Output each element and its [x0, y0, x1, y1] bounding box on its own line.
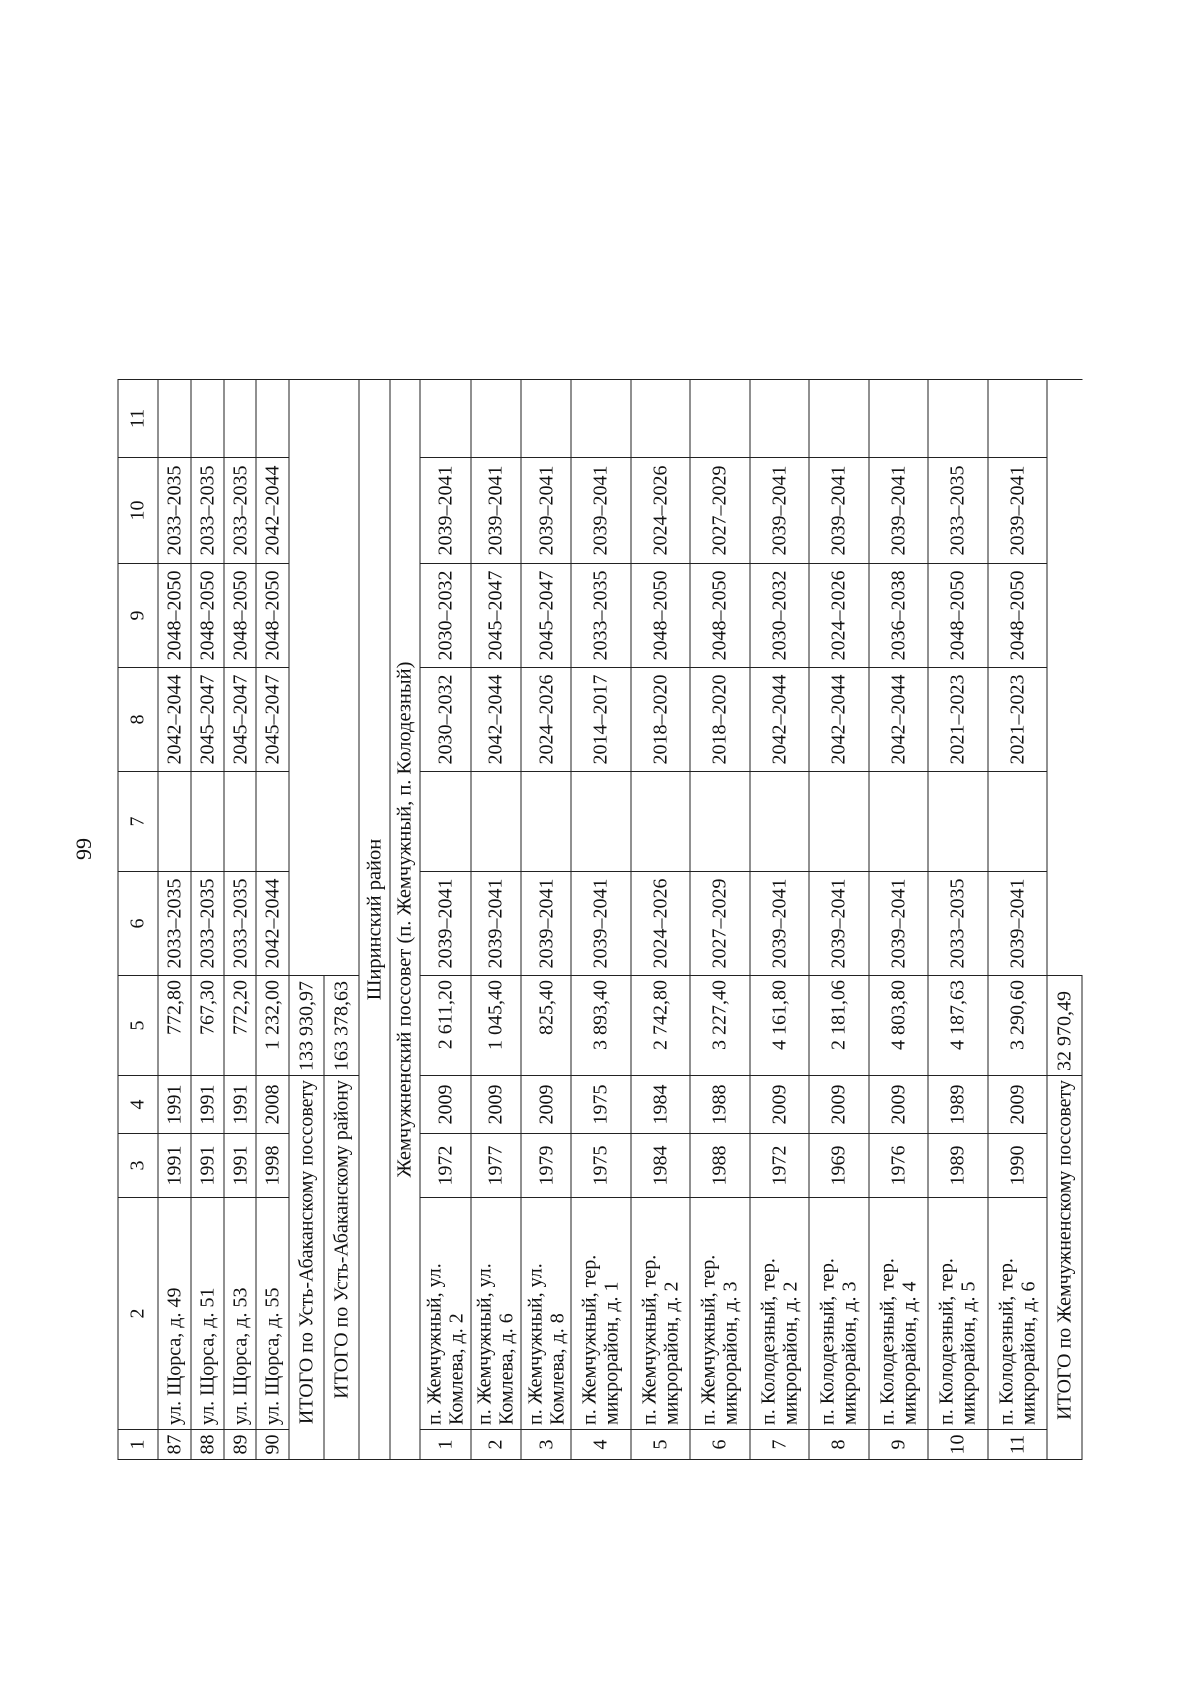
cell-col5: 3 227,40 — [690, 976, 749, 1076]
cell-col7 — [928, 772, 987, 872]
cell-col7 — [224, 772, 257, 872]
cell-col3: 1990 — [988, 1134, 1047, 1198]
cell-col6: 2033–2035 — [224, 872, 257, 976]
cell-col7 — [750, 772, 809, 872]
cell-col9: 2033–2035 — [571, 564, 630, 668]
cell-col5: 2 181,06 — [809, 976, 868, 1076]
cell-col8: 2042–2044 — [158, 668, 191, 772]
cell-col7 — [256, 772, 289, 872]
cell-number: 87 — [158, 1430, 191, 1460]
cell-col10: 2033–2035 — [191, 458, 224, 564]
cell-col4: 2009 — [750, 1076, 809, 1134]
section-row-title: Ширинский район — [359, 380, 390, 1460]
cell-number: 88 — [191, 1430, 224, 1460]
cell-col4: 1988 — [690, 1076, 749, 1134]
housing-table — [118, 379, 1083, 1460]
table-row — [420, 380, 470, 1460]
cell-address: п. Жемчужный, тер. микрорайон, д. 2 — [631, 1198, 690, 1430]
cell-col10: 2024–2026 — [631, 458, 690, 564]
cell-col9: 2048–2050 — [256, 564, 289, 668]
cell-col9: 2048–2050 — [631, 564, 690, 668]
cell-col8: 2024–2026 — [521, 668, 571, 772]
cell-col11 — [420, 380, 470, 458]
cell-col7 — [420, 772, 470, 872]
cell-col6: 2039–2041 — [750, 872, 809, 976]
cell-col8: 2042–2044 — [869, 668, 928, 772]
cell-col9: 2024–2026 — [809, 564, 868, 668]
cell-col9: 2048–2050 — [928, 564, 987, 668]
cell-col4: 2009 — [420, 1076, 470, 1134]
cell-col10: 2033–2035 — [928, 458, 987, 564]
total-row-zhem — [1047, 380, 1082, 1460]
section-row — [359, 380, 390, 1460]
total-row-ust-rayon — [324, 380, 359, 1460]
cell-col3: 1988 — [690, 1134, 749, 1198]
cell-col7 — [158, 772, 191, 872]
cell-number: 2 — [471, 1430, 521, 1460]
cell-col4: 1975 — [571, 1076, 630, 1134]
cell-col9: 2036–2038 — [869, 564, 928, 668]
cell-col7 — [809, 772, 868, 872]
cell-col5: 4 187,63 — [928, 976, 987, 1076]
header-cell: 10 — [118, 458, 158, 564]
empty-cell — [324, 380, 359, 976]
cell-col3: 1979 — [521, 1134, 571, 1198]
cell-col11 — [571, 380, 630, 458]
cell-col11 — [869, 380, 928, 458]
cell-col7 — [521, 772, 571, 872]
cell-address: ул. Щорса, д. 53 — [224, 1198, 257, 1430]
cell-col6: 2039–2041 — [521, 872, 571, 976]
page-number: 99 — [71, 838, 96, 860]
header-cell: 1 — [118, 1430, 158, 1460]
cell-col3: 1977 — [471, 1134, 521, 1198]
cell-col11 — [521, 380, 571, 458]
cell-col9: 2030–2032 — [750, 564, 809, 668]
cell-col6: 2039–2041 — [420, 872, 470, 976]
cell-col11 — [471, 380, 521, 458]
header-cell: 5 — [118, 976, 158, 1076]
cell-col8: 2030–2032 — [420, 668, 470, 772]
cell-col5: 2 611,20 — [420, 976, 470, 1076]
cell-col10: 2039–2041 — [750, 458, 809, 564]
cell-col3: 1998 — [256, 1134, 289, 1198]
cell-col8: 2042–2044 — [471, 668, 521, 772]
table-row — [750, 380, 809, 1460]
table-body — [118, 380, 1082, 1460]
cell-address: п. Колодезный, тер. микрорайон, д. 3 — [809, 1198, 868, 1430]
cell-col10: 2039–2041 — [471, 458, 521, 564]
table-row — [224, 380, 257, 1460]
cell-col9: 2048–2050 — [690, 564, 749, 668]
cell-col7 — [471, 772, 521, 872]
header-cell: 7 — [118, 772, 158, 872]
cell-col10: 2039–2041 — [988, 458, 1047, 564]
cell-col9: 2048–2050 — [158, 564, 191, 668]
cell-address: п. Жемчужный, ул. Комлева, д. 8 — [521, 1198, 571, 1430]
total-value: 133 930,97 — [289, 976, 324, 1076]
total-label: ИТОГО по Усть-Абаканскому району — [324, 1076, 359, 1460]
cell-col6: 2039–2041 — [571, 872, 630, 976]
header-cell: 2 — [118, 1198, 158, 1430]
empty-cell — [1047, 380, 1082, 976]
cell-col4: 1991 — [224, 1076, 257, 1134]
cell-number: 9 — [869, 1430, 928, 1460]
cell-col11 — [690, 380, 749, 458]
table-row — [521, 380, 571, 1460]
cell-address: п. Колодезный, тер. микрорайон, д. 5 — [928, 1198, 987, 1430]
table-row — [191, 380, 224, 1460]
cell-col11 — [750, 380, 809, 458]
header-row — [118, 380, 158, 1460]
cell-col6: 2042–2044 — [256, 872, 289, 976]
cell-number: 3 — [521, 1430, 571, 1460]
cell-col3: 1991 — [191, 1134, 224, 1198]
cell-col8: 2042–2044 — [809, 668, 868, 772]
table-row — [809, 380, 868, 1460]
table-row — [631, 380, 690, 1460]
cell-col3: 1972 — [420, 1134, 470, 1198]
cell-col4: 2009 — [521, 1076, 571, 1134]
cell-col9: 2048–2050 — [191, 564, 224, 668]
subsection-row — [390, 380, 421, 1460]
cell-col4: 1989 — [928, 1076, 987, 1134]
header-cell: 6 — [118, 872, 158, 976]
cell-col8: 2021–2023 — [988, 668, 1047, 772]
cell-number: 10 — [928, 1430, 987, 1460]
cell-col9: 2048–2050 — [988, 564, 1047, 668]
cell-col11 — [631, 380, 690, 458]
cell-col8: 2045–2047 — [191, 668, 224, 772]
subsection-row-title: Жемчужненский поссовет (п. Жемчужный, п. Колодезный) — [390, 380, 421, 1460]
cell-col10: 2039–2041 — [809, 458, 868, 564]
cell-col11 — [224, 380, 257, 458]
cell-col7 — [571, 772, 630, 872]
cell-number: 7 — [750, 1430, 809, 1460]
table-row — [869, 380, 928, 1460]
header-cell: 11 — [118, 380, 158, 458]
total-label: ИТОГО по Усть-Абаканскому поссовету — [289, 1076, 324, 1460]
cell-col4: 2009 — [988, 1076, 1047, 1134]
cell-col5: 772,20 — [224, 976, 257, 1076]
cell-col5: 3 290,60 — [988, 976, 1047, 1076]
cell-col3: 1975 — [571, 1134, 630, 1198]
table-row — [256, 380, 289, 1460]
cell-col11 — [809, 380, 868, 458]
total-value: 163 378,63 — [324, 976, 359, 1076]
cell-col6: 2033–2035 — [191, 872, 224, 976]
cell-col10: 2039–2041 — [571, 458, 630, 564]
cell-col11 — [191, 380, 224, 458]
cell-col6: 2039–2041 — [869, 872, 928, 976]
cell-col7 — [869, 772, 928, 872]
cell-col4: 2009 — [869, 1076, 928, 1134]
cell-col4: 2009 — [809, 1076, 868, 1134]
table-row — [571, 380, 630, 1460]
cell-col4: 2009 — [471, 1076, 521, 1134]
cell-col3: 1984 — [631, 1134, 690, 1198]
cell-col4: 1991 — [158, 1076, 191, 1134]
cell-col11 — [928, 380, 987, 458]
cell-col10: 2039–2041 — [869, 458, 928, 564]
cell-col8: 2021–2023 — [928, 668, 987, 772]
cell-col3: 1989 — [928, 1134, 987, 1198]
cell-address: ул. Щорса, д. 55 — [256, 1198, 289, 1430]
table-row — [690, 380, 749, 1460]
cell-col7 — [631, 772, 690, 872]
header-cell: 4 — [118, 1076, 158, 1134]
cell-address: п. Жемчужный, ул. Комлева, д. 2 — [420, 1198, 470, 1430]
cell-address: п. Жемчужный, тер. микрорайон, д. 3 — [690, 1198, 749, 1430]
cell-col7 — [191, 772, 224, 872]
cell-col8: 2045–2047 — [224, 668, 257, 772]
cell-number: 90 — [256, 1430, 289, 1460]
cell-col10: 2033–2035 — [224, 458, 257, 564]
cell-number: 5 — [631, 1430, 690, 1460]
cell-col9: 2045–2047 — [471, 564, 521, 668]
cell-col6: 2033–2035 — [158, 872, 191, 976]
cell-address: ул. Щорса, д. 51 — [191, 1198, 224, 1430]
cell-col11 — [158, 380, 191, 458]
cell-col5: 2 742,80 — [631, 976, 690, 1076]
header-cell: 3 — [118, 1134, 158, 1198]
cell-col6: 2039–2041 — [471, 872, 521, 976]
cell-number: 11 — [988, 1430, 1047, 1460]
rotated-page — [118, 380, 1083, 1460]
cell-col10: 2027–2029 — [690, 458, 749, 564]
cell-col11 — [988, 380, 1047, 458]
cell-col11 — [256, 380, 289, 458]
cell-col3: 1976 — [869, 1134, 928, 1198]
cell-col4: 1991 — [191, 1076, 224, 1134]
cell-address: п. Колодезный, тер. микрорайон, д. 6 — [988, 1198, 1047, 1430]
cell-col8: 2042–2044 — [750, 668, 809, 772]
table-row — [928, 380, 987, 1460]
cell-col9: 2030–2032 — [420, 564, 470, 668]
cell-col6: 2039–2041 — [988, 872, 1047, 976]
total-value: 32 970,49 — [1047, 976, 1082, 1076]
total-row-ust-possovet — [289, 380, 324, 1460]
cell-col3: 1991 — [158, 1134, 191, 1198]
cell-col5: 772,80 — [158, 976, 191, 1076]
table-row — [471, 380, 521, 1460]
cell-col3: 1972 — [750, 1134, 809, 1198]
cell-col4: 1984 — [631, 1076, 690, 1134]
cell-number: 1 — [420, 1430, 470, 1460]
cell-col5: 825,40 — [521, 976, 571, 1076]
cell-address: п. Колодезный, тер. микрорайон, д. 2 — [750, 1198, 809, 1430]
cell-number: 6 — [690, 1430, 749, 1460]
cell-col7 — [988, 772, 1047, 872]
cell-address: п. Жемчужный, ул. Комлева, д. 6 — [471, 1198, 521, 1430]
cell-col10: 2039–2041 — [420, 458, 470, 564]
total-label: ИТОГО по Жемчужненскому поссовету — [1047, 1076, 1082, 1460]
cell-col3: 1969 — [809, 1134, 868, 1198]
cell-col10: 2033–2035 — [158, 458, 191, 564]
cell-col7 — [690, 772, 749, 872]
cell-col5: 4 161,80 — [750, 976, 809, 1076]
header-cell: 9 — [118, 564, 158, 668]
cell-col6: 2033–2035 — [928, 872, 987, 976]
cell-number: 4 — [571, 1430, 630, 1460]
cell-col5: 4 803,80 — [869, 976, 928, 1076]
cell-col8: 2018–2020 — [631, 668, 690, 772]
cell-col8: 2014–2017 — [571, 668, 630, 772]
cell-col9: 2045–2047 — [521, 564, 571, 668]
cell-number: 89 — [224, 1430, 257, 1460]
cell-col6: 2039–2041 — [809, 872, 868, 976]
cell-col9: 2048–2050 — [224, 564, 257, 668]
cell-col5: 1 045,40 — [471, 976, 521, 1076]
cell-number: 8 — [809, 1430, 868, 1460]
table-row — [988, 380, 1047, 1460]
cell-address: п. Жемчужный, тер. микрорайон, д. 1 — [571, 1198, 630, 1430]
cell-col4: 2008 — [256, 1076, 289, 1134]
empty-cell — [289, 380, 324, 976]
cell-col5: 3 893,40 — [571, 976, 630, 1076]
header-cell: 8 — [118, 668, 158, 772]
cell-col5: 767,30 — [191, 976, 224, 1076]
cell-col10: 2039–2041 — [521, 458, 571, 564]
cell-col5: 1 232,00 — [256, 976, 289, 1076]
cell-col3: 1991 — [224, 1134, 257, 1198]
cell-address: п. Колодезный, тер. микрорайон, д. 4 — [869, 1198, 928, 1430]
cell-col8: 2018–2020 — [690, 668, 749, 772]
cell-col8: 2045–2047 — [256, 668, 289, 772]
table-row — [158, 380, 191, 1460]
cell-col10: 2042–2044 — [256, 458, 289, 564]
cell-col6: 2027–2029 — [690, 872, 749, 976]
cell-address: ул. Щорса, д. 49 — [158, 1198, 191, 1430]
cell-col6: 2024–2026 — [631, 872, 690, 976]
